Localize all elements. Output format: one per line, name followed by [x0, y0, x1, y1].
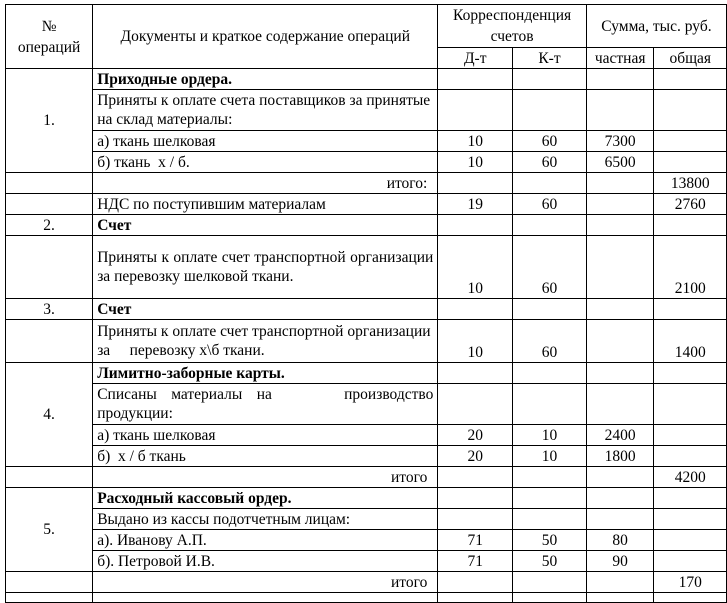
total-value: 13800	[654, 173, 727, 194]
table-row	[6, 194, 727, 215]
table-row	[6, 299, 727, 320]
credit-value: 50	[513, 530, 587, 551]
table-row	[6, 467, 727, 488]
doc-text: Выдано из кассы подотчетным лицам:	[93, 509, 438, 530]
header-partial: частная	[586, 48, 654, 69]
debit-value: 10	[438, 236, 513, 299]
partial-value: 6500	[586, 152, 654, 173]
credit-value: 60	[513, 194, 587, 215]
doc-text: Приняты к оплате счета поставщиков за принятые на склад материалы:	[93, 90, 438, 131]
debit-value: 19	[438, 194, 513, 215]
debit-value: 10	[438, 152, 513, 173]
table-row	[6, 363, 727, 384]
subtotal-label: итого	[93, 572, 438, 593]
header-credit: К-т	[513, 48, 587, 69]
total-value: 1400	[654, 320, 727, 363]
partial-value: 2400	[586, 425, 654, 446]
debit-value: 71	[438, 530, 513, 551]
table-row	[6, 509, 727, 530]
total-value: 170	[654, 572, 727, 593]
debit-value: 20	[438, 446, 513, 467]
total-value: 2100	[654, 236, 727, 299]
doc-text: а) ткань шелковая	[93, 425, 438, 446]
header-total: общая	[654, 48, 727, 69]
table-row	[6, 173, 727, 194]
partial-value: 80	[586, 530, 654, 551]
doc-text: б). Петровой И.В.	[93, 551, 438, 572]
doc-title: Лимитно-заборные карты.	[93, 363, 438, 384]
op-number: 4.	[6, 363, 93, 467]
table-row	[6, 131, 727, 152]
header-debit: Д-т	[438, 48, 513, 69]
table-row	[6, 384, 727, 425]
table-row	[6, 69, 727, 90]
table-row	[6, 152, 727, 173]
op-number: 1.	[6, 69, 93, 173]
total-value: 4200	[654, 467, 727, 488]
doc-title: Приходные ордера.	[93, 69, 438, 90]
header-sum: Сумма, тыс. руб.	[586, 5, 726, 48]
doc-title: Расходный кассовый ордер.	[93, 488, 438, 509]
table-row	[6, 488, 727, 509]
doc-text: а) ткань шелковая	[93, 131, 438, 152]
doc-text: Приняты к оплате счет транспортной организации за перевозку шелковой ткани.	[93, 236, 438, 299]
table-row	[6, 320, 727, 363]
table-row	[6, 446, 727, 467]
total-value: 2760	[654, 194, 727, 215]
credit-value: 60	[513, 131, 587, 152]
operations-table	[5, 4, 727, 603]
subtotal-label: итого	[93, 467, 438, 488]
header-correspondence: Корреспонденция счетов	[438, 5, 587, 48]
table-row	[6, 236, 727, 299]
table-row	[6, 90, 727, 131]
doc-text: б) ткань х / б.	[93, 152, 438, 173]
debit-value: 10	[438, 320, 513, 363]
doc-text: Приняты к оплате счет транспортной организации за перевозку х\б ткани.	[93, 320, 438, 363]
credit-value: 60	[513, 152, 587, 173]
partial-value: 7300	[586, 131, 654, 152]
credit-value: 60	[513, 236, 587, 299]
table-row	[6, 572, 727, 593]
table-row	[6, 551, 727, 572]
credit-value: 60	[513, 320, 587, 363]
credit-value: 10	[513, 425, 587, 446]
op-number: 2.	[6, 215, 93, 236]
doc-title: Счет	[93, 215, 438, 236]
partial-value: 1800	[586, 446, 654, 467]
table-row	[6, 215, 727, 236]
doc-title: Счет	[93, 299, 438, 320]
op-number: 5.	[6, 488, 93, 572]
credit-value: 50	[513, 551, 587, 572]
table-row	[6, 425, 727, 446]
table-row	[6, 530, 727, 551]
credit-value: 10	[513, 446, 587, 467]
doc-text: НДС по поступившим материалам	[93, 194, 438, 215]
op-number: 3.	[6, 299, 93, 320]
subtotal-label: итого:	[93, 173, 438, 194]
header-documents: Документы и краткое содержание операций	[93, 5, 438, 69]
debit-value: 20	[438, 425, 513, 446]
partial-value: 90	[586, 551, 654, 572]
doc-text: Списаны материалы на производство продукции:	[93, 384, 438, 425]
debit-value: 10	[438, 131, 513, 152]
table-row	[6, 593, 727, 603]
doc-text: б) х / б ткань	[93, 446, 438, 467]
header-op-no: № операций	[6, 5, 93, 69]
debit-value: 71	[438, 551, 513, 572]
doc-text: а). Иванову А.П.	[93, 530, 438, 551]
